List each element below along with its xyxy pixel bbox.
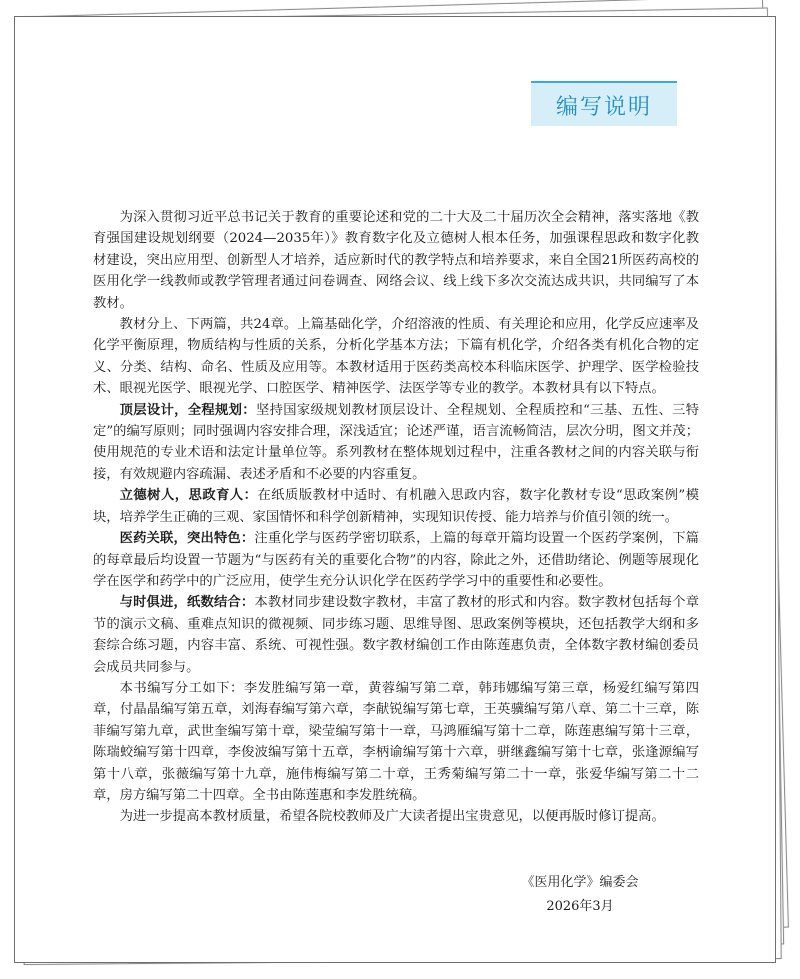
paragraph-feature-ideology bbox=[93, 485, 699, 528]
paragraph-text: 为进一步提高本教材质量，希望各院校教师及广大读者提出宝贵意见，以便再版时修订提高。 bbox=[119, 809, 665, 825]
paragraph-feature-digital bbox=[93, 592, 699, 678]
editorial-committee: 《医用化学》编委会 bbox=[521, 875, 639, 890]
paragraph-text: 本教材同步建设数字教材，丰富了教材的形式和内容。数字教材包括每个章节的演示文稿、重难点知识的微视频、同步练习题、思维导图、思政案例等模块，还包括教学大纲和多套综合练习题，内容丰富、系统、可视性强。数字教材编创工作由陈莲惠负责，全体数字教材编创委员会成员共同参与。 bbox=[93, 595, 700, 675]
feature-lead: 顶层设计，全程规划： bbox=[119, 402, 256, 418]
paragraph-closing bbox=[93, 806, 699, 827]
feature-lead: 与时俱进，纸数结合： bbox=[119, 595, 255, 611]
paragraph-feature-medicine bbox=[93, 528, 699, 592]
signature-block bbox=[505, 871, 655, 919]
paragraph-feature-design bbox=[93, 400, 699, 486]
preface-body bbox=[93, 207, 699, 828]
paragraph-text: 坚持国家级规划教材顶层设计、全程规划、全程质控和“三基、五性、三特定”的编写原则；同时强调内容安排合理，深浅适宜；论述严谨，语言流畅简洁，层次分明，图文并茂；使用规范的专业术语和法定计量单位等。系列教材在整体规划过程中，注重各教材之间的内容关联与衔接，有效规避内容疏漏、表述矛盾和不必要的内容重复。 bbox=[93, 402, 700, 482]
paragraph-authors bbox=[93, 678, 699, 806]
feature-lead: 立德树人，思政育人： bbox=[119, 488, 258, 504]
paragraph-structure bbox=[93, 314, 699, 400]
document-page bbox=[14, 16, 776, 963]
paragraph-text: 在纸质版教材中适时、有机融入思政内容，数字化教材专设“思政案例”模块，培养学生正确的三观、家国情怀和科学创新精神，实现知识传授、能力培养与价值引领的统一。 bbox=[93, 488, 699, 525]
paragraph-text: 为深入贯彻习近平总书记关于教育的重要论述和党的二十大及二十届历次全会精神，落实落地《教育强国建设规划纲要（2024—2035年）》教育数字化及立德树人根本任务，加强课程思政和数字化教材建设，突出应用型、创新型人才培养，适应新时代的教学特点和培养要求，来自全国21所医药高校的医用化学一线教师或教学管理者通过问卷调查、网络会议、线上线下多次交流达成共识，共同编写了本教材。 bbox=[93, 210, 699, 311]
paragraph-text: 本书编写分工如下：李发胜编写第一章，黄蓉编写第二章，韩玮娜编写第三章，杨爱红编写第四章，付晶晶编写第五章，刘海春编写第六章，李献锐编写第七章，王英骥编写第八章、第二十三章，陈菲编写第九章，武世奎编写第十章，梁莹编写第十一章，马鸿雁编写第十二章，陈莲惠编写第十三章，陈瑞蛟编写第十四章，李俊波编写第十五章，李柄谕编写第十六章，骈继鑫编写第十七章，张逢源编写第十八章，张薇编写第十九章，施伟梅编写第二十章，王秀菊编写第二十一章，张爱华编写第二十二章，房方编写第二十四章。全书由陈莲惠和李发胜统稿。 bbox=[93, 680, 699, 803]
feature-lead: 医药关联，突出特色： bbox=[119, 531, 255, 547]
paragraph-intro bbox=[93, 207, 699, 314]
paragraph-text: 注重化学与医药学密切联系，上篇的每章开篇均设置一个医药学案例，下篇的每章最后均设置一节题为“与医药有关的重要化合物”的内容，除此之外，还借助绪论、例题等展现化学在医学和药学中的广泛应用，使学生充分认识化学在医药学学习中的重要性和必要性。 bbox=[93, 531, 700, 589]
section-heading: 编写说明 bbox=[555, 95, 652, 120]
signature-date: 2026年3月 bbox=[546, 899, 614, 914]
paragraph-text: 教材分上、下两篇，共24章。上篇基础化学，介绍溶液的性质、有关理论和应用，化学反应速率及化学平衡原理，物质结构与性质的关系，分析化学基本方法；下篇有机化学，介绍各类有机化合物的定义、分类、结构、命名、性质及应用等。本教材适用于医药类高校本科临床医学、护理学、医学检验技术、眼视光医学、眼视光学、口腔医学、精神医学、法医学等专业的教学。本教材具有以下特点。 bbox=[93, 317, 699, 397]
section-heading-box bbox=[531, 81, 677, 126]
